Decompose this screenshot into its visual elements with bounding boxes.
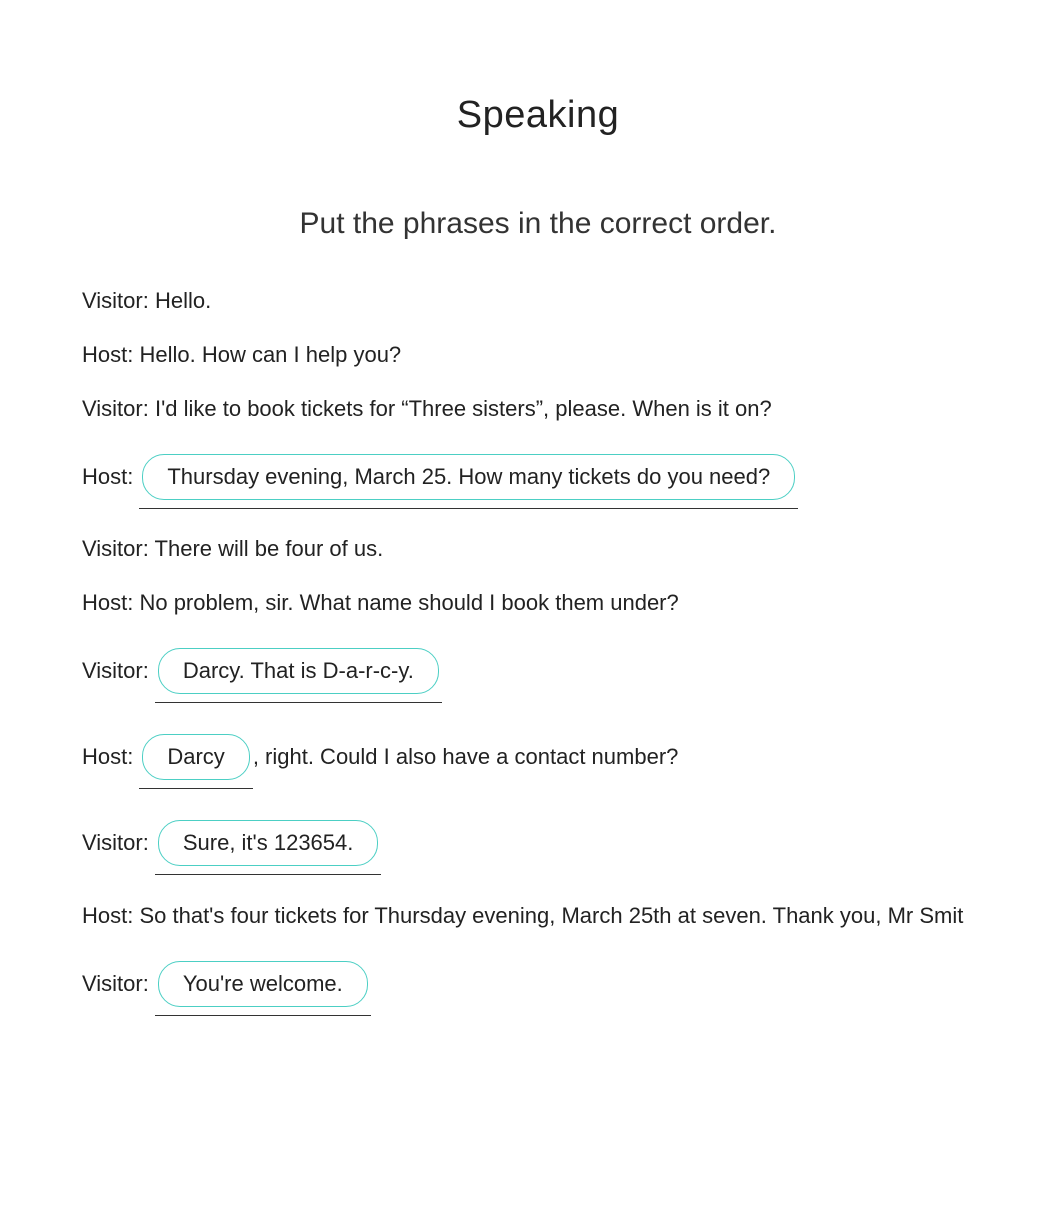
dialogue-line bbox=[82, 903, 963, 929]
dialogue-line bbox=[82, 342, 401, 368]
dialogue-line bbox=[82, 590, 679, 616]
dialogue-line-with-gap bbox=[82, 444, 798, 509]
dialogue-line-with-gap bbox=[82, 638, 442, 703]
dialogue-text: Visitor: Hello. bbox=[82, 288, 212, 313]
dialogue-line-with-gap bbox=[82, 724, 678, 789]
answer-chip[interactable]: Thursday evening, March 25. How many tickets do you need? bbox=[142, 454, 795, 500]
speaker-label: Visitor: bbox=[82, 970, 149, 996]
answer-drop-zone[interactable] bbox=[155, 961, 371, 1016]
answer-drop-zone[interactable] bbox=[139, 734, 252, 789]
speaker-label: Host: bbox=[82, 743, 134, 769]
dialogue-text: Host: Hello. How can I help you? bbox=[82, 342, 402, 367]
dialogue-text: Visitor: I'd like to book tickets for “Three sisters”, please. When is it on? bbox=[82, 396, 772, 421]
dialogue-text: Visitor: There will be four of us. bbox=[82, 536, 384, 561]
speaker-label: Visitor: bbox=[82, 829, 149, 855]
dialogue-line bbox=[82, 396, 772, 422]
dialogue-text: Host: No problem, sir. What name should I book them under? bbox=[82, 590, 679, 615]
dialogue-text: Host: So that's four tickets for Thursday evening, March 25th at seven. Thank you, Mr Smit bbox=[82, 903, 964, 928]
answer-drop-zone[interactable] bbox=[155, 648, 442, 703]
answer-chip[interactable]: Sure, it's 123654. bbox=[158, 820, 379, 866]
dialogue-line-with-gap bbox=[82, 810, 381, 875]
speaker-label: Visitor: bbox=[82, 657, 149, 683]
dialogue-text: , right. Could I also have a contact number? bbox=[252, 743, 679, 769]
dialogue-line-with-gap bbox=[82, 951, 371, 1016]
speaker-label: Host: bbox=[82, 463, 134, 489]
answer-drop-zone[interactable] bbox=[139, 454, 798, 509]
exercise-instruction: Put the phrases in the correct order. bbox=[299, 207, 777, 240]
dialogue-line bbox=[82, 288, 211, 314]
answer-chip[interactable]: You're welcome. bbox=[158, 961, 368, 1007]
answer-chip[interactable]: Darcy. That is D-a-r-c-y. bbox=[158, 648, 439, 694]
dialogue-line bbox=[82, 536, 383, 562]
answer-chip[interactable]: Darcy bbox=[142, 734, 249, 780]
answer-drop-zone[interactable] bbox=[155, 820, 382, 875]
page-title: Speaking bbox=[456, 94, 620, 136]
